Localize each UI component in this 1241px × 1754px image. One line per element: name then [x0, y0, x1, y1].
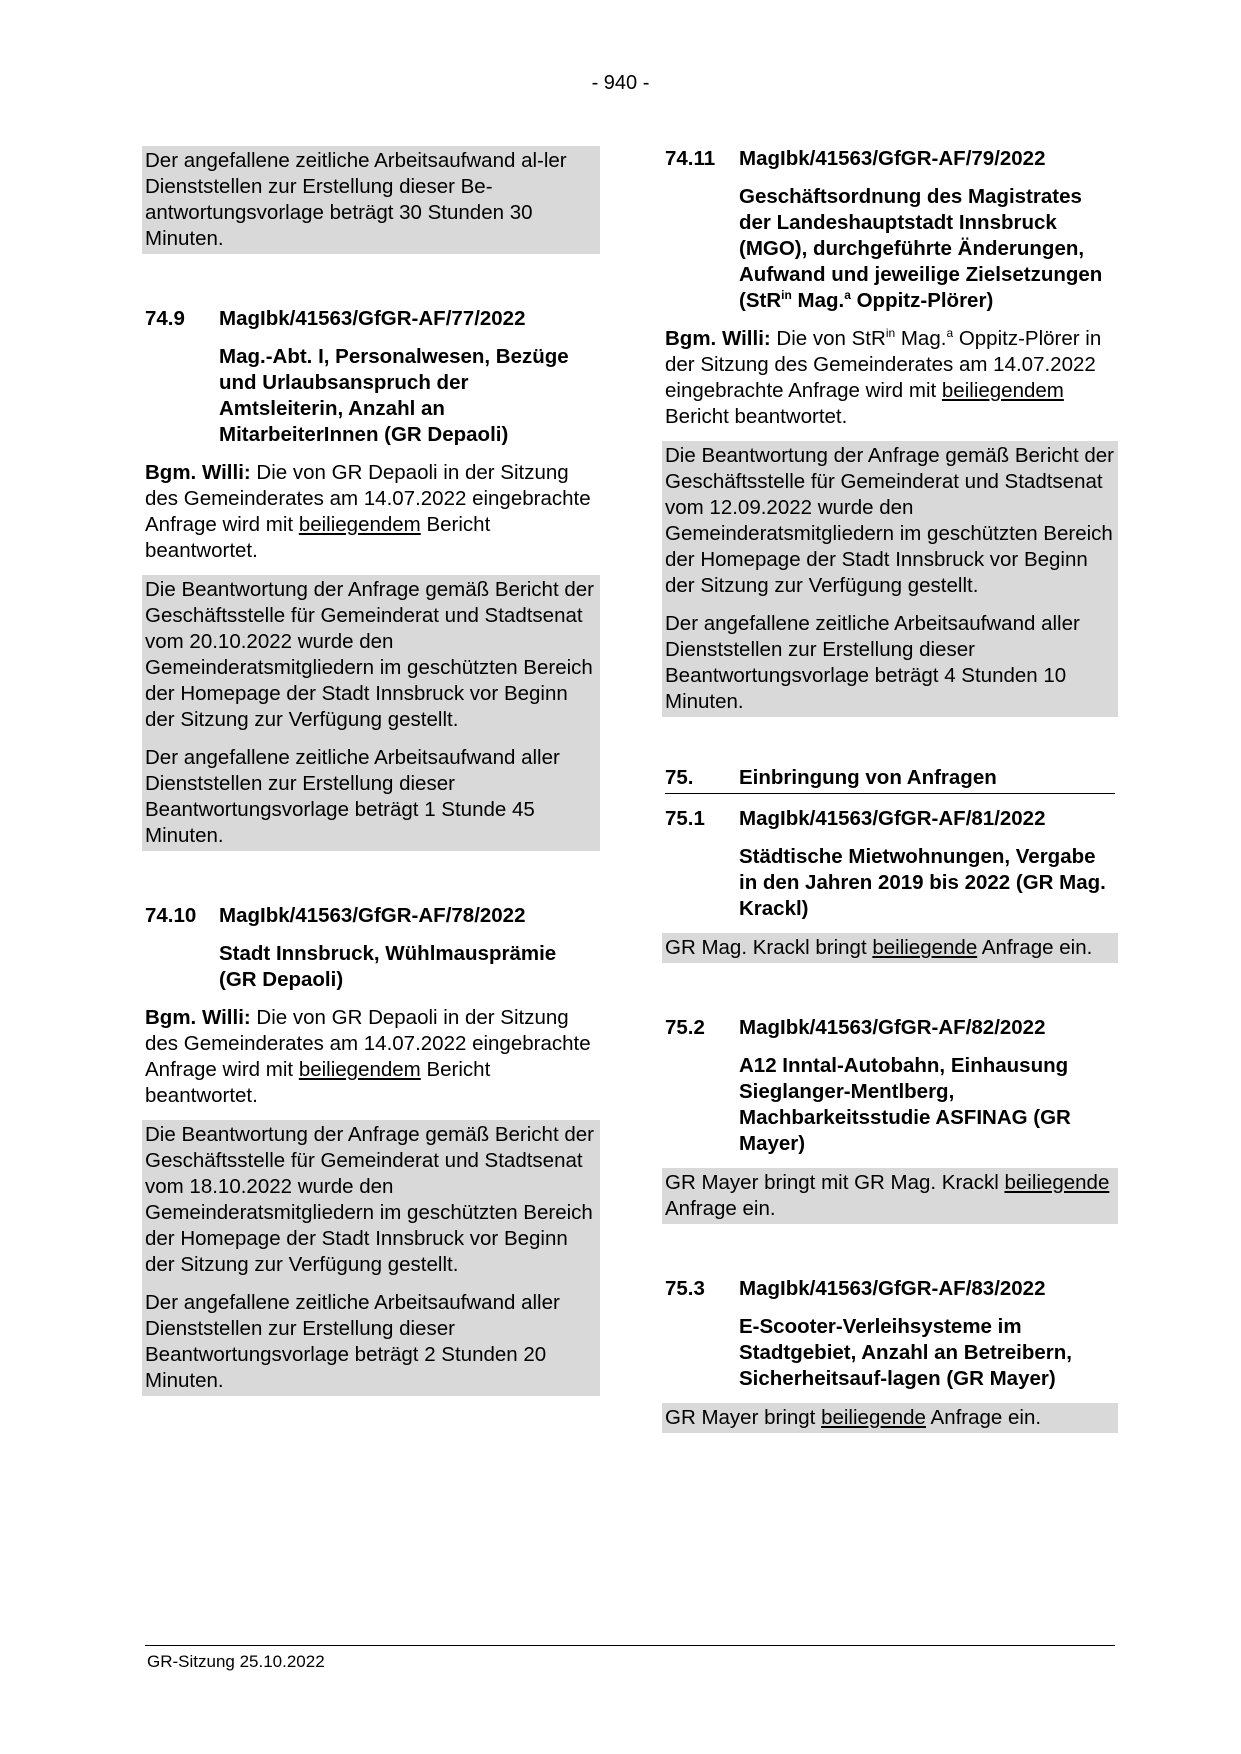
- item-subject: A12 Inntal-Autobahn, Einhausung Sieglanger-Mentlberg, Machbarkeitsstudie ASFINAG (GR Mayer): [739, 1054, 1071, 1155]
- answer-text: Die Beantwortung der Anfrage gemäß Bericht der Geschäftsstelle für Gemeinderat und Stadtsenat vom 20.10.2022 wurde den Gemeinderatsmitgliedern im geschützten Bereich der Homepage der Stadt Innsbruck vor Beginn der Sitzung zur Verfügung gestellt.: [145, 578, 594, 731]
- item-subject: E-Scooter-Verleihsysteme im Stadtgebiet, Anzahl an Betreibern, Sicherheitsauf-lagen (GR Mayer): [739, 1315, 1072, 1390]
- attachment-link[interactable]: beiliegendem: [298, 513, 421, 536]
- request-text: GR Mag. Krackl bringt beiliegende Anfrage ein.: [665, 936, 1093, 959]
- item-heading: [665, 1276, 1115, 1302]
- speaker: Bgm. Willi:: [145, 461, 251, 484]
- request-box: [662, 1403, 1118, 1433]
- effort-text: Der angefallene zeitliche Arbeitsaufwand aller Dienststellen zur Erstellung dieser Beantwortungsvorlage beträgt 4 Stunden 10 Minuten.: [665, 612, 1080, 713]
- item-75-3: [665, 1276, 1115, 1433]
- speaker: Bgm. Willi:: [145, 1006, 251, 1029]
- item-statement: Bgm. Willi: Die von StR$^{in}$ Mag.$^a$ Oppitz-Plörer in der Sitzung des Gemeinderates am 14.07.2022 eingebrachte Anfrage wird mit beiliegendem Bericht beantwortet.: [665, 326, 1102, 428]
- item-number: 74.9: [145, 307, 185, 330]
- item-number: 75.3: [665, 1277, 705, 1300]
- item-code: MagIbk/41563/GfGR-AF/83/2022: [739, 1277, 1046, 1300]
- answer-text: Die Beantwortung der Anfrage gemäß Bericht der Geschäftsstelle für Gemeinderat und Stadtsenat vom 18.10.2022 wurde den Gemeinderatsmitgliedern im geschützten Bereich der Homepage der Stadt Innsbruck vor Beginn der Sitzung zur Verfügung gestellt.: [145, 1123, 594, 1276]
- answer-box: [142, 575, 600, 851]
- intro-effort-text: Der angefallene zeitliche Arbeitsaufwand al-ler Dienststellen zur Erstellung dieser Be-antwortungsvorlage beträgt 30 Stunden 30 Minuten.: [145, 149, 567, 250]
- speaker: Bgm. Willi:: [665, 327, 771, 350]
- answer-text: Die Beantwortung der Anfrage gemäß Bericht der Geschäftsstelle für Gemeinderat und Stadtsenat vom 12.09.2022 wurde den Gemeinderatsmitgliedern im geschützten Bereich der Homepage der Stadt Innsbruck vor Beginn der Sitzung zur Verfügung gestellt.: [665, 444, 1114, 597]
- request-box: [662, 1168, 1118, 1224]
- item-number: 75.2: [665, 1016, 705, 1039]
- attachment-link[interactable]: beiliegendem: [941, 379, 1064, 402]
- item-74-11: [665, 146, 1115, 717]
- item-number: 75.1: [665, 807, 705, 830]
- left-column: [145, 146, 597, 1396]
- item-heading: [665, 806, 1115, 832]
- attachment-link[interactable]: beiliegende: [1004, 1171, 1110, 1194]
- item-code: MagIbk/41563/GfGR-AF/78/2022: [219, 904, 526, 927]
- footer-divider: [145, 1645, 1115, 1646]
- item-heading: [145, 903, 597, 929]
- item-heading: [665, 1015, 1115, 1041]
- item-statement: Bgm. Willi: Die von GR Depaoli in der Sitzung des Gemeinderates am 14.07.2022 eingebrachte Anfrage wird mit beiliegendem Bericht beantwortet.: [145, 461, 591, 562]
- item-code: MagIbk/41563/GfGR-AF/77/2022: [219, 307, 526, 330]
- item-number: 74.11: [665, 147, 716, 170]
- effort-text: Der angefallene zeitliche Arbeitsaufwand aller Dienststellen zur Erstellung dieser Beantwortungsvorlage beträgt 1 Stunde 45 Minuten.: [145, 746, 560, 847]
- attachment-link[interactable]: beiliegende: [872, 936, 978, 959]
- section-title-text: Einbringung von Anfragen: [739, 766, 997, 789]
- request-text: GR Mayer bringt beiliegende Anfrage ein.: [665, 1406, 1042, 1429]
- footer-text: GR-Sitzung 25.10.2022: [147, 1652, 325, 1671]
- section-75-title: [665, 765, 1115, 794]
- item-74-10: [145, 903, 597, 1396]
- item-75-2: [665, 1015, 1115, 1224]
- item-74-9: [145, 306, 597, 851]
- answer-box: [662, 441, 1118, 717]
- right-column: [665, 146, 1115, 1433]
- item-subject: Stadt Innsbruck, Wühlmausprämie (GR Depaoli): [219, 942, 557, 991]
- item-number: 74.10: [145, 904, 197, 927]
- item-subject: Städtische Mietwohnungen, Vergabe in den Jahren 2019 bis 2022 (GR Mag. Krackl): [739, 845, 1106, 920]
- attachment-link[interactable]: beiliegende: [821, 1406, 926, 1429]
- item-heading: [665, 146, 1115, 172]
- item-75-1: [665, 806, 1115, 963]
- section-number: 75.: [665, 766, 694, 789]
- item-code: MagIbk/41563/GfGR-AF/79/2022: [739, 147, 1046, 170]
- item-subject: Mag.-Abt. I, Personalwesen, Bezüge und Urlaubsanspruch der Amtsleiterin, Anzahl an MitarbeiterInnen (GR Depaoli): [219, 345, 569, 446]
- page-number: - 940 -: [591, 72, 650, 94]
- attachment-link[interactable]: beiliegendem: [298, 1058, 421, 1081]
- item-heading: [145, 306, 597, 332]
- item-subject: Geschäftsordnung des Magistrates der Landeshauptstadt Innsbruck (MGO), durchgeführte Änderungen, Aufwand und jeweilige Zielsetzungen (StR$^{in}$ Mag.$^a$ Oppitz-Plörer): [739, 185, 1103, 312]
- item-statement: Bgm. Willi: Die von GR Depaoli in der Sitzung des Gemeinderates am 14.07.2022 eingebrachte Anfrage wird mit beiliegendem Bericht beantwortet.: [145, 1006, 591, 1107]
- effort-text: Der angefallene zeitliche Arbeitsaufwand aller Dienststellen zur Erstellung dieser Beantwortungsvorlage beträgt 2 Stunden 20 Minuten.: [145, 1291, 560, 1392]
- intro-effort-box: [142, 146, 600, 254]
- item-code: MagIbk/41563/GfGR-AF/82/2022: [739, 1016, 1046, 1039]
- request-box: [662, 933, 1118, 963]
- answer-box: [142, 1120, 600, 1396]
- item-code: MagIbk/41563/GfGR-AF/81/2022: [739, 807, 1046, 830]
- request-text: GR Mayer bringt mit GR Mag. Krackl beiliegende Anfrage ein.: [665, 1171, 1110, 1220]
